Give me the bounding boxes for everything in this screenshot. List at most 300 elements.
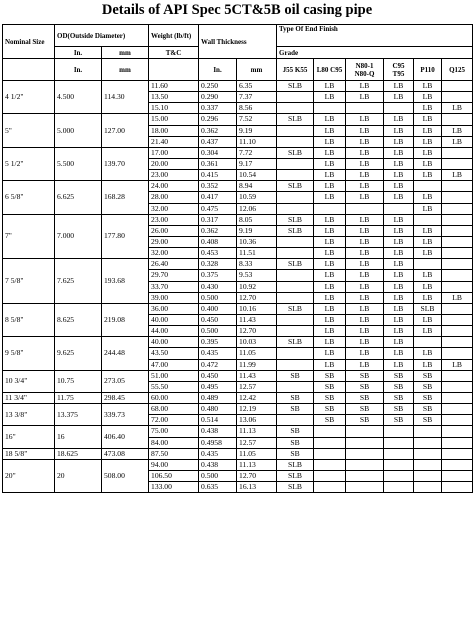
q125-cell: [442, 381, 473, 392]
q125-cell: [442, 470, 473, 481]
wall-in-cell: 0.514: [199, 415, 237, 426]
size-cell: 8 5/8": [3, 303, 55, 336]
q125-cell: [442, 259, 473, 270]
j55-cell: SLB: [277, 81, 314, 92]
p110-cell: [414, 181, 442, 192]
c95-cell: [384, 426, 414, 437]
p110-cell: LB: [414, 92, 442, 103]
n80-cell: LB: [346, 359, 384, 370]
q125-cell: [442, 214, 473, 225]
q125-cell: [442, 114, 473, 125]
j55-cell: [277, 158, 314, 169]
wall-in-cell: 0.415: [199, 170, 237, 181]
j55-cell: SB: [277, 392, 314, 403]
wall-mm-cell: 12.06: [237, 203, 277, 214]
l80-cell: LB: [314, 158, 346, 169]
n80-cell: [346, 437, 384, 448]
n80-cell: LB: [346, 326, 384, 337]
wall-mm-cell: 9.53: [237, 270, 277, 281]
size-cell: 9 5/8": [3, 337, 55, 370]
l80-cell: LB: [314, 114, 346, 125]
casing-pipe-table: [2, 24, 473, 493]
l80-cell: [314, 437, 346, 448]
wall-in-cell: 0.500: [199, 470, 237, 481]
table-row: [3, 259, 473, 270]
l80-cell: LB: [314, 125, 346, 136]
j55-cell: [277, 381, 314, 392]
wall-in-cell: 0.304: [199, 147, 237, 158]
q125-cell: [442, 348, 473, 359]
c95-cell: LB: [384, 248, 414, 259]
n80-cell: LB: [346, 81, 384, 92]
q125-cell: [442, 236, 473, 247]
q125-cell: LB: [442, 125, 473, 136]
j55-cell: SLB: [277, 214, 314, 225]
q125-cell: LB: [442, 136, 473, 147]
n80-cell: LB: [346, 125, 384, 136]
wall-mm-cell: 8.56: [237, 103, 277, 114]
od-header: OD(Outside Diameter): [55, 25, 149, 47]
weight-cell: 11.60: [149, 81, 199, 92]
grade-header: Grade: [277, 47, 473, 59]
size-cell: 13 3/8": [3, 404, 55, 426]
l80-cell: LB: [314, 147, 346, 158]
n80-cell: LB: [346, 281, 384, 292]
j55-cell: SLB: [277, 114, 314, 125]
n80-cell: LB: [346, 158, 384, 169]
l80-cell: [314, 426, 346, 437]
p110-cell: LB: [414, 147, 442, 158]
weight-cell: 133.00: [149, 482, 199, 493]
c95-cell: LB: [384, 292, 414, 303]
wall-thickness-header: Wall Thickness: [199, 25, 277, 59]
p110-cell: LB: [414, 236, 442, 247]
wall-in-cell: 0.500: [199, 326, 237, 337]
wall-in-cell: 0.450: [199, 370, 237, 381]
wall-mm-cell: 11.43: [237, 314, 277, 325]
j55-cell: [277, 415, 314, 426]
q125-cell: [442, 482, 473, 493]
l80-cell: LB: [314, 326, 346, 337]
c95-cell: LB: [384, 114, 414, 125]
c95-cell: LB: [384, 359, 414, 370]
j55-cell: [277, 192, 314, 203]
od-mm-cell: 508.00: [102, 459, 149, 492]
j55-cell: SB: [277, 437, 314, 448]
weight-cell: 51.00: [149, 370, 199, 381]
wall-in-header: In.: [199, 59, 237, 81]
j55-cell: [277, 348, 314, 359]
p110-cell: LB: [414, 348, 442, 359]
size-cell: 10 3/4": [3, 370, 55, 392]
p110-cell: [414, 437, 442, 448]
od-in-cell: 11.75: [55, 392, 102, 403]
weight-cell: 75.00: [149, 426, 199, 437]
od-in-cell: 7.000: [55, 214, 102, 259]
c95-cell: SB: [384, 415, 414, 426]
p110-cell: [414, 426, 442, 437]
wall-mm-cell: 12.19: [237, 404, 277, 415]
weight-cell: 26.40: [149, 259, 199, 270]
c95-cell: [384, 470, 414, 481]
l80-cell: LB: [314, 337, 346, 348]
wall-mm-cell: 7.37: [237, 92, 277, 103]
q125-cell: [442, 448, 473, 459]
wall-in-cell: 0.435: [199, 348, 237, 359]
q125-cell: [442, 181, 473, 192]
od-in-cell: 10.75: [55, 370, 102, 392]
c95-cell: [384, 459, 414, 470]
wall-mm-cell: 8.94: [237, 181, 277, 192]
n80-cell: [346, 103, 384, 114]
od-mm-cell: 127.00: [102, 114, 149, 147]
q125-cell: [442, 225, 473, 236]
grade-j55-header: J55 K55: [277, 59, 314, 81]
n80-cell: [346, 482, 384, 493]
q125-cell: [442, 459, 473, 470]
weight-cell: 15.10: [149, 103, 199, 114]
c95-cell: LB: [384, 181, 414, 192]
weight-cell: 13.50: [149, 92, 199, 103]
weight-cell: 18.00: [149, 125, 199, 136]
l80-cell: LB: [314, 248, 346, 259]
wall-in-cell: 0.475: [199, 203, 237, 214]
q125-cell: LB: [442, 103, 473, 114]
q125-cell: [442, 314, 473, 325]
n80-cell: LB: [346, 214, 384, 225]
wall-in-cell: 0.480: [199, 404, 237, 415]
j55-cell: [277, 170, 314, 181]
q125-cell: [442, 370, 473, 381]
weight-cell: 23.00: [149, 170, 199, 181]
header-spacer-weight: [149, 59, 199, 81]
size-cell: 6 5/8": [3, 181, 55, 214]
q125-cell: [442, 337, 473, 348]
weight-cell: 43.50: [149, 348, 199, 359]
od-mm-cell: 244.48: [102, 337, 149, 370]
j55-cell: SLB: [277, 147, 314, 158]
wall-mm-cell: 9.19: [237, 125, 277, 136]
n80-cell: LB: [346, 225, 384, 236]
wall-in-cell: 0.362: [199, 225, 237, 236]
weight-cell: 60.00: [149, 392, 199, 403]
n80-cell: [346, 470, 384, 481]
l80-cell: LB: [314, 192, 346, 203]
wall-in-cell: 0.408: [199, 236, 237, 247]
c95-cell: SB: [384, 404, 414, 415]
p110-cell: LB: [414, 248, 442, 259]
wall-in-cell: 0.417: [199, 192, 237, 203]
od-mm-cell: 339.73: [102, 404, 149, 426]
weight-cell: 44.00: [149, 326, 199, 337]
j55-cell: SLB: [277, 303, 314, 314]
n80-cell: LB: [346, 92, 384, 103]
wall-in-cell: 0.472: [199, 359, 237, 370]
table-row: [3, 114, 473, 125]
q125-cell: [442, 270, 473, 281]
weight-cell: 39.00: [149, 292, 199, 303]
c95-cell: LB: [384, 158, 414, 169]
wall-mm-cell: 16.13: [237, 482, 277, 493]
l80-cell: LB: [314, 292, 346, 303]
j55-cell: SB: [277, 426, 314, 437]
c95-cell: LB: [384, 314, 414, 325]
weight-header: Weight (lb/ft): [149, 25, 199, 47]
weight-cell: 72.00: [149, 415, 199, 426]
table-row: [3, 448, 473, 459]
wall-in-cell: 0.362: [199, 125, 237, 136]
c95-cell: LB: [384, 337, 414, 348]
wall-mm-cell: 11.43: [237, 370, 277, 381]
od-in-cell: 7.625: [55, 259, 102, 304]
l80-cell: SB: [314, 392, 346, 403]
size-cell: 7 5/8": [3, 259, 55, 304]
p110-cell: SB: [414, 381, 442, 392]
weight-cell: 68.00: [149, 404, 199, 415]
c95-cell: SB: [384, 392, 414, 403]
od-in-cell: 9.625: [55, 337, 102, 370]
wall-mm-cell: 10.92: [237, 281, 277, 292]
c95-cell: [384, 482, 414, 493]
weight-cell: 40.00: [149, 337, 199, 348]
wall-mm-cell: 12.57: [237, 437, 277, 448]
n80-cell: LB: [346, 348, 384, 359]
wall-mm-cell: 8.33: [237, 259, 277, 270]
c95-cell: LB: [384, 81, 414, 92]
wall-mm-cell: 12.42: [237, 392, 277, 403]
q125-cell: [442, 303, 473, 314]
l80-cell: LB: [314, 225, 346, 236]
c95-cell: [384, 448, 414, 459]
wall-mm-cell: 11.05: [237, 348, 277, 359]
p110-cell: LB: [414, 158, 442, 169]
p110-cell: [414, 482, 442, 493]
n80-cell: [346, 448, 384, 459]
weight-cell: 84.00: [149, 437, 199, 448]
table-row: [3, 337, 473, 348]
c95-cell: LB: [384, 92, 414, 103]
n80-cell: LB: [346, 136, 384, 147]
table-row: [3, 426, 473, 437]
wall-mm-cell: 12.70: [237, 326, 277, 337]
c95-cell: LB: [384, 147, 414, 158]
weight-cell: 23.00: [149, 214, 199, 225]
od-in-cell: 16: [55, 426, 102, 448]
l80-cell: LB: [314, 259, 346, 270]
n80-cell: SB: [346, 392, 384, 403]
q125-cell: LB: [442, 292, 473, 303]
n80-cell: SB: [346, 415, 384, 426]
q125-cell: [442, 437, 473, 448]
p110-cell: LB: [414, 225, 442, 236]
n80-cell: LB: [346, 181, 384, 192]
wall-in-cell: 0.395: [199, 337, 237, 348]
p110-cell: [414, 337, 442, 348]
c95-cell: LB: [384, 192, 414, 203]
size-cell: 5 1/2": [3, 147, 55, 180]
end-finish-label: Type Of End Finish: [279, 25, 338, 33]
p110-cell: LB: [414, 281, 442, 292]
n80-cell: LB: [346, 270, 384, 281]
wall-mm-cell: 11.99: [237, 359, 277, 370]
p110-cell: SB: [414, 392, 442, 403]
n80-cell: LB: [346, 248, 384, 259]
q125-cell: LB: [442, 359, 473, 370]
grade-q125-header: Q125: [442, 59, 473, 81]
p110-cell: LB: [414, 103, 442, 114]
l80-cell: LB: [314, 170, 346, 181]
l80-cell: [314, 470, 346, 481]
j55-cell: SLB: [277, 225, 314, 236]
p110-cell: [414, 214, 442, 225]
q125-cell: [442, 147, 473, 158]
c95-cell: SB: [384, 370, 414, 381]
q125-cell: [442, 426, 473, 437]
l80-cell: [314, 459, 346, 470]
od-mm-cell: 473.08: [102, 448, 149, 459]
p110-cell: LB: [414, 170, 442, 181]
wall-in-cell: 0.290: [199, 92, 237, 103]
wall-in-cell: 0.437: [199, 136, 237, 147]
od-mm-cell: 193.68: [102, 259, 149, 304]
wall-mm-cell: 12.70: [237, 470, 277, 481]
wall-in-cell: 0.4958: [199, 437, 237, 448]
wall-in-cell: 0.489: [199, 392, 237, 403]
c95-cell: LB: [384, 259, 414, 270]
wall-in-cell: 0.317: [199, 214, 237, 225]
od-mm-cell: 139.70: [102, 147, 149, 180]
grade-p110-header: P110: [414, 59, 442, 81]
p110-cell: LB: [414, 136, 442, 147]
wall-mm-cell: 13.06: [237, 415, 277, 426]
l80-cell: LB: [314, 236, 346, 247]
table-row: [3, 459, 473, 470]
j55-cell: [277, 92, 314, 103]
j55-cell: [277, 281, 314, 292]
n80-cell: [346, 426, 384, 437]
c95-cell: [384, 203, 414, 214]
wall-in-cell: 0.500: [199, 292, 237, 303]
wall-in-cell: 0.635: [199, 482, 237, 493]
weight-cell: 106.50: [149, 470, 199, 481]
wall-mm-cell: 10.36: [237, 236, 277, 247]
wall-in-cell: 0.328: [199, 259, 237, 270]
j55-cell: [277, 236, 314, 247]
p110-cell: SLB: [414, 303, 442, 314]
j55-cell: [277, 326, 314, 337]
p110-cell: [414, 470, 442, 481]
wall-in-cell: 0.337: [199, 103, 237, 114]
od-in-cell: 6.625: [55, 181, 102, 214]
j55-cell: SB: [277, 370, 314, 381]
n80-cell: LB: [346, 170, 384, 181]
j55-cell: SLB: [277, 259, 314, 270]
table-row: [3, 81, 473, 92]
q125-cell: [442, 92, 473, 103]
od-in-cell: 20: [55, 459, 102, 492]
l80-cell: LB: [314, 81, 346, 92]
wall-mm-cell: 10.54: [237, 170, 277, 181]
p110-cell: [414, 448, 442, 459]
weight-cell: 17.00: [149, 147, 199, 158]
wall-mm-cell: 11.13: [237, 459, 277, 470]
c95-cell: SB: [384, 381, 414, 392]
n80-cell: [346, 203, 384, 214]
q125-cell: [442, 415, 473, 426]
weight-cell: 47.00: [149, 359, 199, 370]
c95-cell: LB: [384, 125, 414, 136]
l80-cell: LB: [314, 181, 346, 192]
od-in-cell: 5.000: [55, 114, 102, 147]
size-cell: 20": [3, 459, 55, 492]
j55-cell: [277, 103, 314, 114]
size-cell: 11 3/4": [3, 392, 55, 403]
c95-cell: LB: [384, 348, 414, 359]
p110-cell: LB: [414, 292, 442, 303]
weight-cell: 55.50: [149, 381, 199, 392]
q125-cell: [442, 203, 473, 214]
c95-cell: LB: [384, 170, 414, 181]
wall-mm-cell: 6.35: [237, 81, 277, 92]
grade-l80-header: L80 C95: [314, 59, 346, 81]
size-cell: 18 5/8": [3, 448, 55, 459]
l80-cell: LB: [314, 359, 346, 370]
od-in-cell: 13.375: [55, 404, 102, 426]
weight-cell: 40.00: [149, 314, 199, 325]
q125-cell: [442, 404, 473, 415]
grade-c95-header: C95 T95: [384, 59, 414, 81]
p110-cell: [414, 259, 442, 270]
table-row: [3, 214, 473, 225]
wall-in-cell: 0.375: [199, 270, 237, 281]
size-cell: 5": [3, 114, 55, 147]
p110-cell: LB: [414, 314, 442, 325]
weight-cell: 28.00: [149, 192, 199, 203]
n80-cell: LB: [346, 292, 384, 303]
wall-in-cell: 0.453: [199, 248, 237, 259]
weight-cell: 33.70: [149, 281, 199, 292]
n80-cell: LB: [346, 314, 384, 325]
table-row: [3, 404, 473, 415]
table-row: [3, 392, 473, 403]
c95-cell: LB: [384, 270, 414, 281]
wall-in-cell: 0.250: [199, 81, 237, 92]
p110-cell: LB: [414, 203, 442, 214]
q125-cell: [442, 326, 473, 337]
weight-cell: 94.00: [149, 459, 199, 470]
j55-cell: SLB: [277, 470, 314, 481]
n80-cell: LB: [346, 114, 384, 125]
page-title: Details of API Spec 5CT&5B oil casing pipe: [101, 2, 373, 18]
j55-cell: SLB: [277, 337, 314, 348]
wall-mm-cell: 12.70: [237, 292, 277, 303]
table-row: [3, 147, 473, 158]
l80-cell: LB: [314, 348, 346, 359]
l80-cell: LB: [314, 136, 346, 147]
l80-cell: SB: [314, 370, 346, 381]
l80-cell: LB: [314, 303, 346, 314]
od-mm-subheader: mm: [102, 59, 149, 81]
od-in-cell: 18.625: [55, 448, 102, 459]
n80-cell: SB: [346, 381, 384, 392]
wall-in-cell: 0.352: [199, 181, 237, 192]
q125-cell: [442, 158, 473, 169]
od-mm-cell: 114.30: [102, 81, 149, 114]
l80-cell: [314, 203, 346, 214]
l80-cell: SB: [314, 381, 346, 392]
l80-cell: LB: [314, 214, 346, 225]
wall-in-cell: 0.400: [199, 303, 237, 314]
